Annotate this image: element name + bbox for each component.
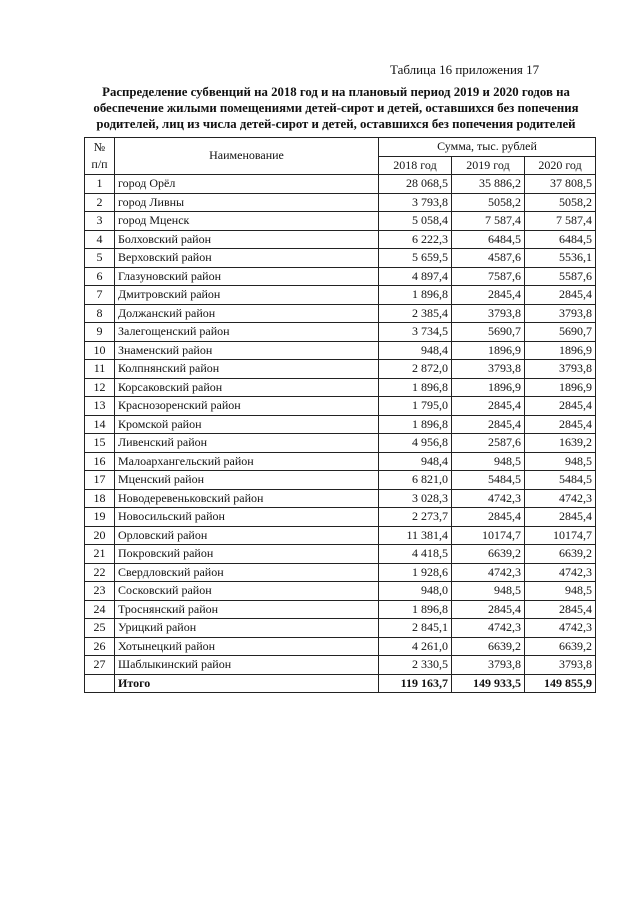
table-row — [85, 526, 596, 545]
table-row — [85, 267, 596, 286]
row-name: Малоархангельский район — [115, 452, 379, 471]
row-value-2019: 1896,9 — [452, 341, 525, 360]
row-value-2020: 37 808,5 — [525, 175, 596, 194]
row-value-2019: 6639,2 — [452, 545, 525, 564]
row-value-2020: 2845,4 — [525, 286, 596, 305]
row-number: 12 — [85, 378, 115, 397]
row-name: город Мценск — [115, 212, 379, 231]
header-year-2018: 2018 год — [379, 156, 452, 175]
row-number: 27 — [85, 656, 115, 675]
row-name: Верховский район — [115, 249, 379, 268]
row-value-2020: 4742,3 — [525, 489, 596, 508]
row-value-2020: 2845,4 — [525, 415, 596, 434]
row-value-2019: 2845,4 — [452, 415, 525, 434]
row-number: 8 — [85, 304, 115, 323]
row-number: 15 — [85, 434, 115, 453]
row-number: 10 — [85, 341, 115, 360]
row-value-2019: 4742,3 — [452, 619, 525, 638]
row-number: 17 — [85, 471, 115, 490]
row-value-2019: 3793,8 — [452, 304, 525, 323]
row-value-2020: 5058,2 — [525, 193, 596, 212]
header-year-2020: 2020 год — [525, 156, 596, 175]
row-number: 11 — [85, 360, 115, 379]
row-name: Урицкий район — [115, 619, 379, 638]
table-row — [85, 193, 596, 212]
row-value-2018: 1 896,8 — [379, 286, 452, 305]
row-number: 19 — [85, 508, 115, 527]
row-value-2019: 5484,5 — [452, 471, 525, 490]
table-row — [85, 563, 596, 582]
table-row — [85, 619, 596, 638]
row-value-2020: 6484,5 — [525, 230, 596, 249]
row-name: Новосильский район — [115, 508, 379, 527]
row-name: Ливенский район — [115, 434, 379, 453]
row-number: 13 — [85, 397, 115, 416]
row-number: 3 — [85, 212, 115, 231]
row-number: 5 — [85, 249, 115, 268]
row-value-2020: 7 587,4 — [525, 212, 596, 231]
row-value-2020: 4742,3 — [525, 619, 596, 638]
row-name: Шаблыкинский район — [115, 656, 379, 675]
row-value-2020: 5690,7 — [525, 323, 596, 342]
row-value-2019: 4587,6 — [452, 249, 525, 268]
row-value-2019: 35 886,2 — [452, 175, 525, 194]
row-name: Новодеревеньковский район — [115, 489, 379, 508]
table-row — [85, 545, 596, 564]
row-value-2020: 6639,2 — [525, 637, 596, 656]
row-number: 25 — [85, 619, 115, 638]
table-row — [85, 212, 596, 231]
row-value-2019: 2845,4 — [452, 397, 525, 416]
row-number: 24 — [85, 600, 115, 619]
row-value-2018: 28 068,5 — [379, 175, 452, 194]
table-row — [85, 397, 596, 416]
row-value-2019: 948,5 — [452, 452, 525, 471]
row-number: 26 — [85, 637, 115, 656]
row-value-2020: 2845,4 — [525, 508, 596, 527]
table-row — [85, 415, 596, 434]
table-row — [85, 637, 596, 656]
row-number: 2 — [85, 193, 115, 212]
row-value-2020: 1639,2 — [525, 434, 596, 453]
row-value-2019: 10174,7 — [452, 526, 525, 545]
row-name: Троснянский район — [115, 600, 379, 619]
table-row — [85, 286, 596, 305]
row-value-2019: 2587,6 — [452, 434, 525, 453]
row-number: 18 — [85, 489, 115, 508]
row-name: город Орёл — [115, 175, 379, 194]
row-value-2018: 3 028,3 — [379, 489, 452, 508]
table-row — [85, 249, 596, 268]
header-number-sign: № — [93, 139, 106, 154]
row-value-2018: 4 897,4 — [379, 267, 452, 286]
row-value-2018: 2 872,0 — [379, 360, 452, 379]
row-number: 9 — [85, 323, 115, 342]
row-value-2019: 3793,8 — [452, 656, 525, 675]
row-value-2020: 5536,1 — [525, 249, 596, 268]
row-value-2018: 1 928,6 — [379, 563, 452, 582]
row-value-2020: 4742,3 — [525, 563, 596, 582]
row-name: Залегощенский район — [115, 323, 379, 342]
row-value-2018: 948,4 — [379, 341, 452, 360]
row-value-2019: 2845,4 — [452, 600, 525, 619]
header-name: Наименование — [115, 138, 379, 175]
row-value-2018: 2 330,5 — [379, 656, 452, 675]
row-value-2019: 4742,3 — [452, 489, 525, 508]
row-number: 16 — [85, 452, 115, 471]
row-name: Должанский район — [115, 304, 379, 323]
total-value-2019: 149 933,5 — [452, 674, 525, 693]
header-sum: Сумма, тыс. рублей — [379, 138, 596, 157]
row-value-2018: 6 222,3 — [379, 230, 452, 249]
row-number: 20 — [85, 526, 115, 545]
total-number — [85, 674, 115, 693]
table-row — [85, 600, 596, 619]
row-value-2019: 948,5 — [452, 582, 525, 601]
row-value-2018: 2 273,7 — [379, 508, 452, 527]
row-name: Покровский район — [115, 545, 379, 564]
row-value-2020: 2845,4 — [525, 397, 596, 416]
row-name: город Ливны — [115, 193, 379, 212]
row-value-2019: 6639,2 — [452, 637, 525, 656]
table-caption: Таблица 16 приложения 17 — [390, 62, 540, 77]
header-year-2019: 2019 год — [452, 156, 525, 175]
row-value-2019: 1896,9 — [452, 378, 525, 397]
row-value-2019: 4742,3 — [452, 563, 525, 582]
row-value-2018: 948,0 — [379, 582, 452, 601]
table-row — [85, 434, 596, 453]
row-value-2018: 3 793,8 — [379, 193, 452, 212]
row-value-2019: 5690,7 — [452, 323, 525, 342]
row-value-2020: 1896,9 — [525, 341, 596, 360]
row-number: 21 — [85, 545, 115, 564]
row-name: Болховский район — [115, 230, 379, 249]
row-number: 22 — [85, 563, 115, 582]
row-value-2020: 6639,2 — [525, 545, 596, 564]
row-value-2020: 948,5 — [525, 452, 596, 471]
total-row — [85, 674, 596, 693]
row-name: Сосковский район — [115, 582, 379, 601]
row-number: 7 — [85, 286, 115, 305]
row-value-2020: 2845,4 — [525, 600, 596, 619]
row-value-2018: 6 821,0 — [379, 471, 452, 490]
table-row — [85, 378, 596, 397]
document-title: Распределение субвенций на 2018 год и на плановый период 2019 и 2020 годов на обеспечение жилыми помещениями детей-сирот и детей, оставшихся без попечения родителей, лиц из числа детей-сирот и детей, оставшихся без попечения родителей — [93, 85, 579, 131]
row-number: 1 — [85, 175, 115, 194]
row-name: Корсаковский район — [115, 378, 379, 397]
row-number: 14 — [85, 415, 115, 434]
table-row — [85, 508, 596, 527]
row-value-2018: 1 795,0 — [379, 397, 452, 416]
row-number: 23 — [85, 582, 115, 601]
table-row — [85, 304, 596, 323]
row-value-2020: 3793,8 — [525, 656, 596, 675]
row-value-2018: 11 381,4 — [379, 526, 452, 545]
row-name: Краснозоренский район — [115, 397, 379, 416]
total-value-2018: 119 163,7 — [379, 674, 452, 693]
row-value-2019: 7 587,4 — [452, 212, 525, 231]
row-name: Орловский район — [115, 526, 379, 545]
row-value-2020: 1896,9 — [525, 378, 596, 397]
header-number-abbr: п/п — [91, 157, 108, 171]
row-value-2018: 2 845,1 — [379, 619, 452, 638]
row-name: Свердловский район — [115, 563, 379, 582]
total-label: Итого — [115, 674, 379, 693]
row-number: 6 — [85, 267, 115, 286]
row-value-2020: 948,5 — [525, 582, 596, 601]
row-name: Знаменский район — [115, 341, 379, 360]
row-value-2018: 1 896,8 — [379, 378, 452, 397]
total-value-2020: 149 855,9 — [525, 674, 596, 693]
row-value-2019: 7587,6 — [452, 267, 525, 286]
table-row — [85, 175, 596, 194]
row-value-2018: 1 896,8 — [379, 600, 452, 619]
row-name: Мценский район — [115, 471, 379, 490]
table-row — [85, 489, 596, 508]
row-value-2018: 1 896,8 — [379, 415, 452, 434]
row-value-2018: 948,4 — [379, 452, 452, 471]
row-value-2020: 5484,5 — [525, 471, 596, 490]
header-number — [85, 138, 115, 175]
row-value-2018: 4 261,0 — [379, 637, 452, 656]
row-value-2018: 5 659,5 — [379, 249, 452, 268]
row-value-2018: 2 385,4 — [379, 304, 452, 323]
row-name: Хотынецкий район — [115, 637, 379, 656]
table-row — [85, 656, 596, 675]
row-value-2020: 3793,8 — [525, 304, 596, 323]
row-name: Глазуновский район — [115, 267, 379, 286]
row-value-2019: 6484,5 — [452, 230, 525, 249]
row-value-2019: 2845,4 — [452, 286, 525, 305]
row-value-2019: 2845,4 — [452, 508, 525, 527]
row-value-2019: 3793,8 — [452, 360, 525, 379]
row-name: Дмитровский район — [115, 286, 379, 305]
row-value-2020: 3793,8 — [525, 360, 596, 379]
row-value-2018: 4 956,8 — [379, 434, 452, 453]
row-number: 4 — [85, 230, 115, 249]
row-value-2018: 5 058,4 — [379, 212, 452, 231]
row-value-2019: 5058,2 — [452, 193, 525, 212]
table-row — [85, 360, 596, 379]
row-value-2020: 5587,6 — [525, 267, 596, 286]
subventions-table — [84, 137, 596, 693]
table-row — [85, 471, 596, 490]
table-row — [85, 452, 596, 471]
table-row — [85, 341, 596, 360]
row-value-2018: 3 734,5 — [379, 323, 452, 342]
table-row — [85, 582, 596, 601]
row-value-2018: 4 418,5 — [379, 545, 452, 564]
row-name: Кромской район — [115, 415, 379, 434]
row-name: Колпнянский район — [115, 360, 379, 379]
row-value-2020: 10174,7 — [525, 526, 596, 545]
table-row — [85, 323, 596, 342]
table-row — [85, 230, 596, 249]
